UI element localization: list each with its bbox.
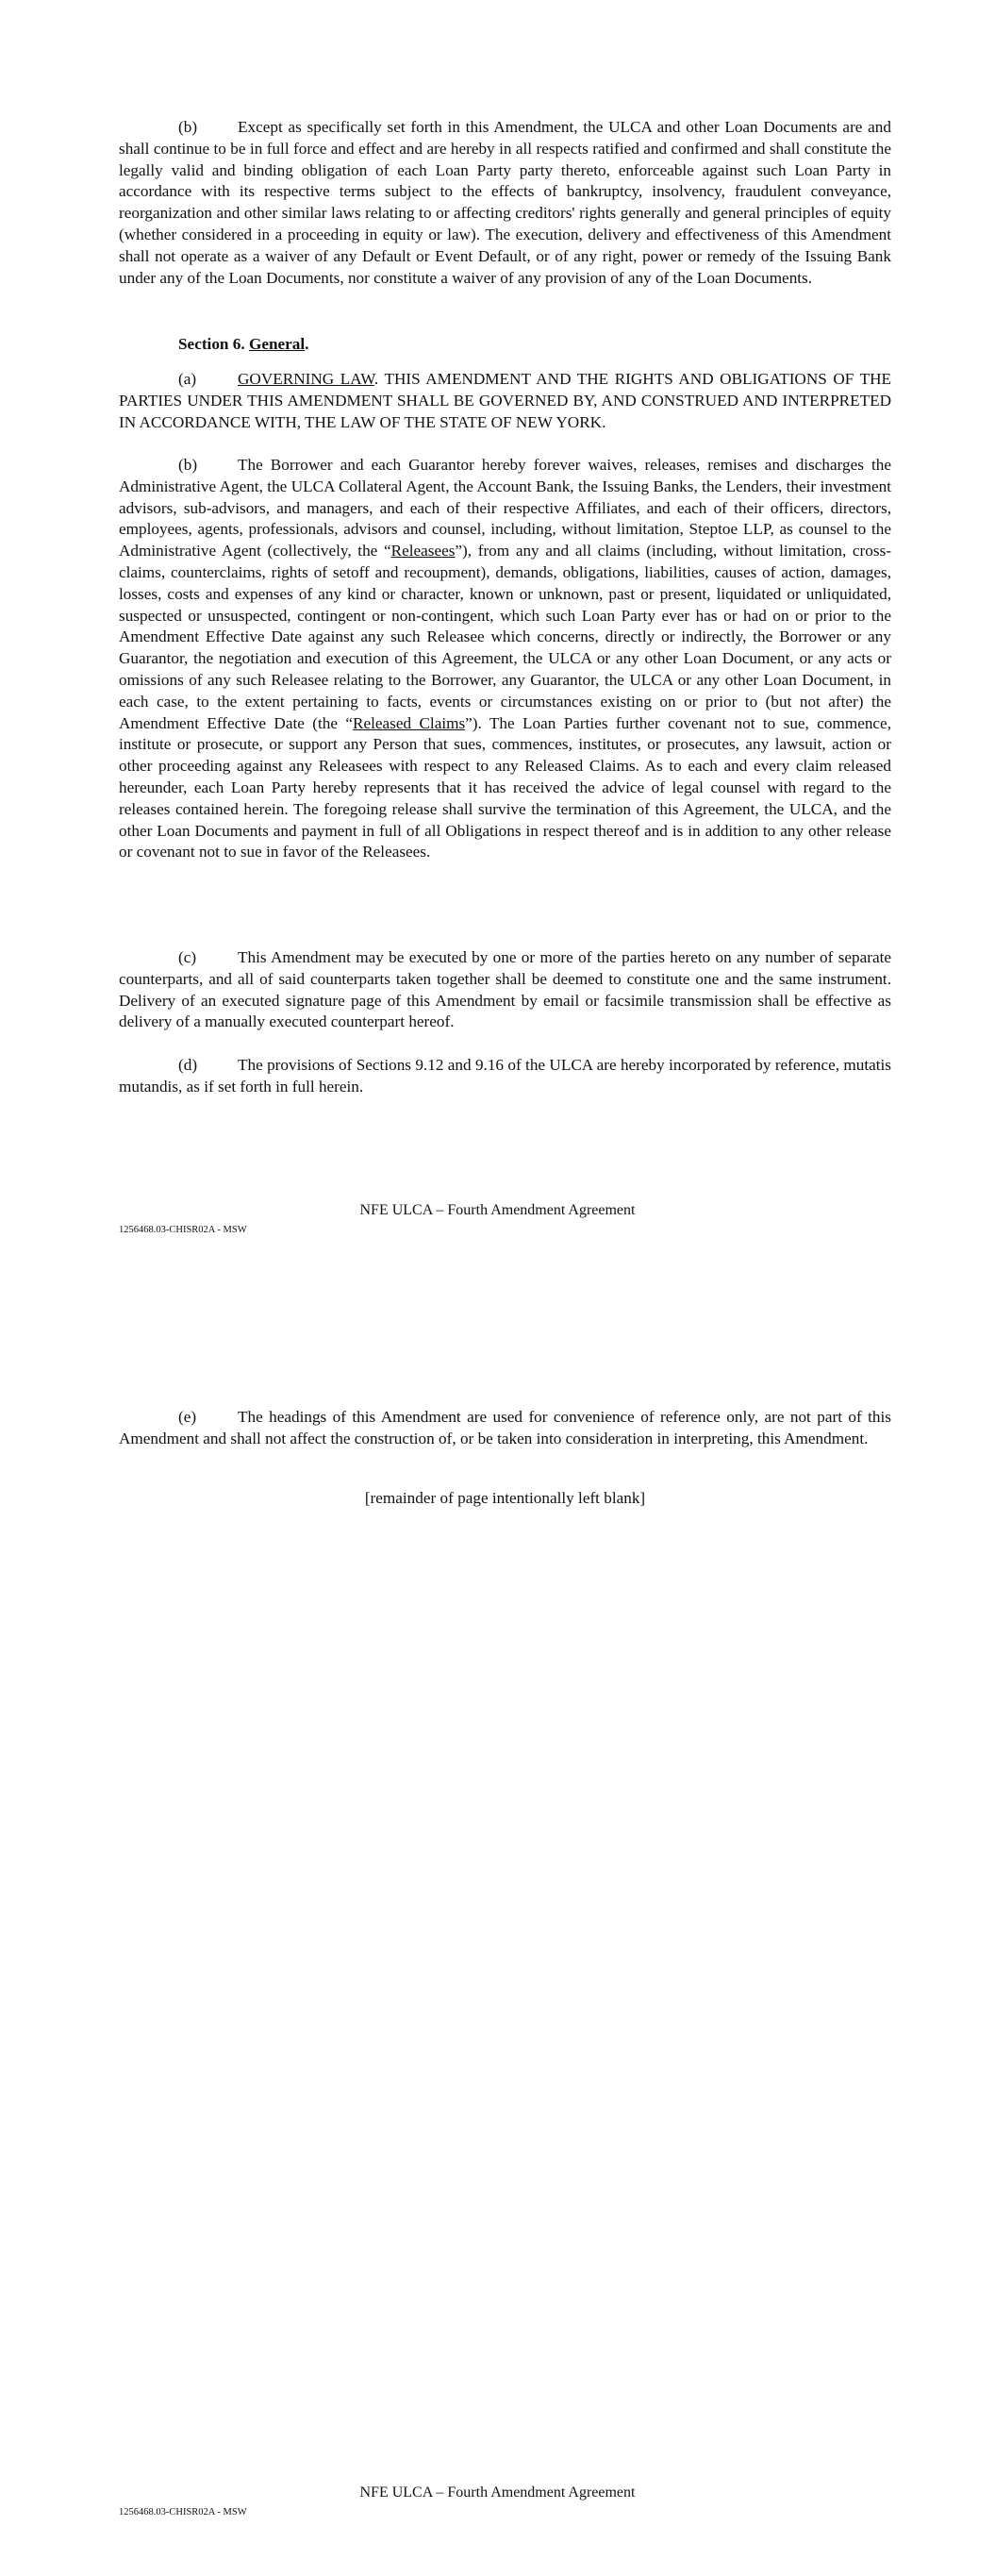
paragraph-text: Except as specifically set forth in this Amendment, the ULCA and other Loan Documents are and shall continue to be in full force and effect and are hereby in all respects ratified and confirmed and shall constitute the legally valid and binding obligation of each Loan Party party thereto, enforceable against such Loan Party in accordance with its respective terms subject to the effects of bankruptcy, insolvency, fraudulent conveyance, reorganization and other similar laws relating to or affecting creditors' rights generally and general principles of equity (whether considered in a proceeding in equity or law). The execution, delivery and effectiveness of this Amendment shall not operate as a waiver of any Default or Event Default, or of any right, power or remedy of the Issuing Bank under any of the Loan Documents, nor constitute a waiver of any provision of any of the Loan Documents. (119, 118, 891, 287)
paragraph-6b (119, 455, 891, 863)
blank-page-note-text: [remainder of page intentionally left blank] (364, 1489, 646, 1507)
paragraph-text: ”), from any and all claims (including, without limitation, cross-claims, counterclaims, rights of setoff and recoupment), demands, obligations, liabilities, causes of action, damages, losses, costs and expenses of any kind or character, known or unknown, past or present, liquidated or unliquidated, suspected or unsuspected, contingent or non-contingent, which such Loan Party ever has or had on or prior to the Amendment Effective Date against any such Releasee which concerns, directly or indirectly, the Borrower or any Guarantor, the negotiation and execution of this Agreement, the ULCA or any other Loan Document, or any acts or omissions of any such Releasee relating to the Borrower, any Guarantor, the ULCA or any other Loan Document, in each case, to the extent pertaining to facts, events or circumstances existing on or prior to (but not after) the Amendment Effective Date (the “ (119, 542, 891, 732)
defined-term-releasees: Releasees (390, 542, 456, 560)
paragraph-label: (b) (178, 118, 198, 136)
defined-term-governing-law: GOVERNING LAW (238, 370, 374, 388)
paragraph-text: The provisions of Sections 9.12 and 9.16 of the ULCA are hereby incorporated by reference, mutatis mutandis, as if set forth in full herein. (119, 1056, 891, 1096)
section-6-heading (119, 334, 891, 356)
section-title: General (248, 335, 306, 353)
paragraph-label: (d) (178, 1056, 198, 1074)
footer-document-id: 1256468.03-CHISR02A - MSW (119, 1225, 247, 1235)
paragraph-label: (b) (178, 456, 198, 474)
paragraph-label: (e) (178, 1408, 197, 1426)
paragraph-6e (119, 1407, 891, 1450)
page-2 (0, 1288, 995, 2576)
blank-page-note (119, 1488, 891, 1510)
footer-title: NFE ULCA – Fourth Amendment Agreement (359, 2484, 636, 2501)
paragraph-text: . THIS AMENDMENT AND THE RIGHTS AND OBLIGATIONS OF THE PARTIES UNDER THIS AMENDMENT SHALL BE GOVERNED BY, AND CONSTRUED AND INTERPRETED IN ACCORDANCE WITH, THE LAW OF THE STATE OF NEW YORK. (119, 370, 891, 431)
paragraph-label: (a) (178, 370, 197, 388)
paragraph-6d (119, 1055, 891, 1098)
footer-document-id: 1256468.03-CHISR02A - MSW (119, 2507, 247, 2517)
section-number: Section 6. (178, 335, 249, 353)
footer-title: NFE ULCA – Fourth Amendment Agreement (359, 1202, 636, 1218)
paragraph-text: This Amendment may be executed by one or more of the parties hereto on any number of separate counterparts, and all of said counterparts taken together shall be deemed to constitute one and the same instrument. Delivery of an executed signature page of this Amendment by email or facsimile transmission shall be effective as delivery of a manually executed counterpart hereof. (119, 948, 891, 1031)
paragraph-text: The headings of this Amendment are used for convenience of reference only, are not part of this Amendment and shall not affect the construction of, or be taken into consideration in interpreting, this Amendment. (119, 1408, 891, 1447)
section-title-period: . (305, 335, 309, 353)
defined-term-released-claims: Released Claims (353, 713, 466, 732)
paragraph-text: The Borrower and each Guarantor hereby forever waives, releases, remises and discharges the Administrative Agent, the ULCA Collateral Agent, the Account Bank, the Issuing Banks, the Lenders, their investment advisors, sub-advisors, and managers, and each of their respective Affiliates, and each of their officers, directors, employees, agents, professionals, advisors and counsel, including, without limitation, Steptoe LLP, as counsel to the Administrative Agent (collectively, the “ (119, 456, 891, 560)
paragraph-text: ”). The Loan Parties further covenant not to sue, commence, institute or prosecute, or support any Person that sues, commences, institutes, or prosecutes, any lawsuit, action or other proceeding against any Releasees with respect to any Released Claims. As to each and every claim released hereunder, each Loan Party hereby represents that it has received the advice of legal counsel with regard to the releases contained herein. The foregoing release shall survive the termination of this Agreement, the ULCA, and the other Loan Documents and payment in full of all Obligations in respect thereof and is in addition to any other release or covenant not to sue in favor of the Releasees. (119, 713, 891, 861)
paragraph-6a (119, 369, 891, 433)
paragraph-label: (c) (178, 948, 197, 966)
paragraph-6c (119, 947, 891, 1033)
paragraph-b (119, 117, 891, 289)
